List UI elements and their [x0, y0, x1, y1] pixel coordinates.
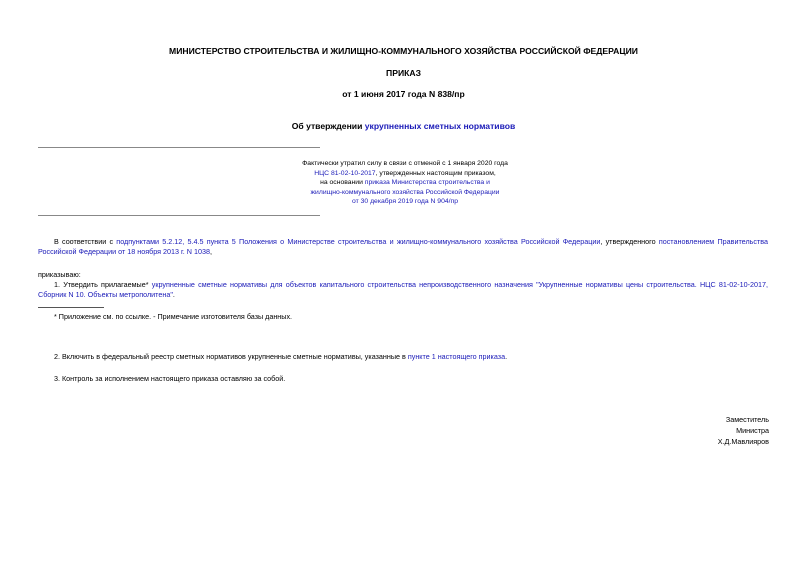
- document-title: [0, 121, 807, 132]
- document-type: ПРИКАЗ: [386, 68, 421, 78]
- title-link[interactable]: укрупненных сметных нормативов: [364, 121, 516, 131]
- status-link-order-2[interactable]: жилищно-коммунального хозяйства Российской Федерации: [310, 188, 500, 196]
- item1-link-norms[interactable]: укрупненные сметные нормативы для объектов капитального строительства непроизводственного назначения "Укрупненные нормативы цены строительства. НЦС 81-02-10-2017, Сборник N 10. Объекты метрополитена": [38, 280, 768, 300]
- footnote-divider: [38, 307, 104, 308]
- item2-link-point[interactable]: пункте 1 настоящего приказа: [407, 352, 506, 361]
- divider-bottom: [38, 215, 320, 216]
- ministry-heading: МИНИСТЕРСТВО СТРОИТЕЛЬСТВА И ЖИЛИЩНО-КОММУНАЛЬНОГО ХОЗЯЙСТВА РОССИЙСКОЙ ФЕДЕРАЦИИ: [169, 46, 638, 56]
- order-word: приказываю:: [38, 270, 81, 279]
- signature-position-2: Министра: [736, 426, 769, 436]
- preamble-link-regulation[interactable]: подпунктами 5.2.12, 5.4.5 пункта 5 Положения о Министерстве строительства и жилищно-коммунального хозяйства Российской Федерации: [116, 237, 601, 246]
- signature-position: Заместитель: [725, 415, 769, 424]
- item-2: 2. Включить в федеральный реестр сметных нормативов укрупненные сметные нормативы, указанные в пункте 1 настоящего приказа.: [54, 352, 508, 361]
- status-line-4: [260, 188, 550, 198]
- status-link-order-3[interactable]: от 30 декабря 2019 года N 904/пр: [352, 198, 458, 206]
- status-note: [260, 159, 550, 207]
- signature-block: [718, 414, 769, 447]
- status-line-1: Фактически утратил силу в связи с отменой с 1 января 2020 года: [302, 160, 508, 167]
- status-line-3: на основании приказа Министерства строительства и: [320, 179, 490, 187]
- signature-name: Х.Д.Мавлияров: [717, 437, 769, 447]
- status-line-5: [260, 197, 550, 207]
- date-number: от 1 июня 2017 года N 838/пр: [342, 89, 465, 99]
- item-3: 3. Контроль за исполнением настоящего приказа оставляю за собой.: [54, 374, 286, 383]
- item-1: 1. Утвердить прилагаемые* укрупненные сметные нормативы для объектов капитального строительства непроизводственного назначения "Укрупненные нормативы цены строительства. НЦС 81-02-10-2017, Сборник N 10. Объекты метрополитена".: [38, 280, 768, 300]
- status-link-ncs[interactable]: НЦС 81-02-10-2017: [314, 169, 376, 177]
- preamble-link-decree[interactable]: постановлением Правительства Российской Федерации от 18 ноября 2013 г. N 1038: [38, 237, 768, 257]
- status-link-order[interactable]: приказа Министерства строительства и: [364, 179, 490, 187]
- status-line-2: НЦС 81-02-10-2017, утвержденных настоящим приказом,: [314, 169, 496, 177]
- preamble: В соответствии с подпунктами 5.2.12, 5.4.5 пункта 5 Положения о Министерстве строительства и жилищно-коммунального хозяйства Российской Федерации, утвержденного постановлением Правительства Российской Федерации от 18 ноября 2013 г. N 1038,: [38, 237, 768, 257]
- footnote: * Приложение см. по ссылке. - Примечание изготовителя базы данных.: [54, 312, 293, 321]
- divider-top: [38, 147, 320, 148]
- title-prefix: Об утверждении: [291, 121, 365, 131]
